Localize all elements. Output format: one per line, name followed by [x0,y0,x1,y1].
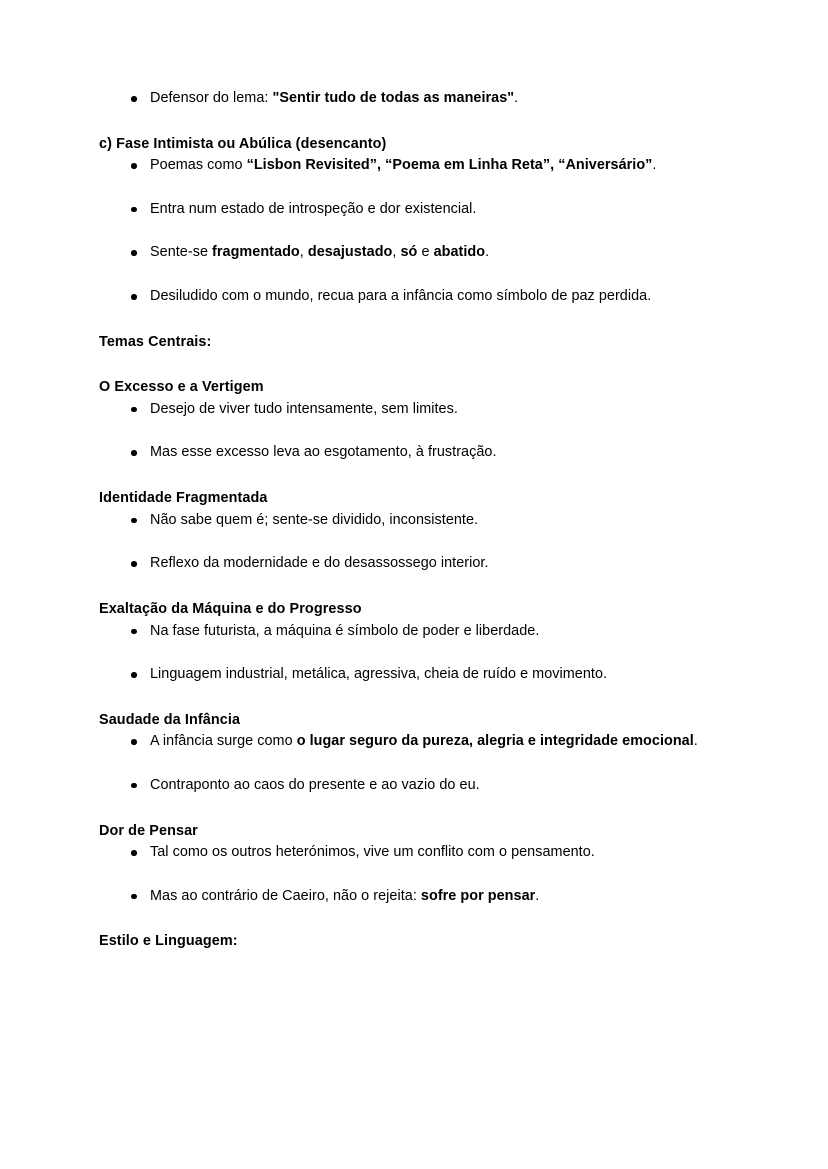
body-text: Poemas como [150,157,247,174]
body-text: e [417,244,434,261]
body-text: Não sabe quem é; sente-se dividido, inconsistente. [150,511,479,528]
body-text: . [652,157,657,174]
emphasis-text: sofre por pensar [420,887,536,904]
bullet-sente-se [99,242,735,264]
body-text: A infância surge como [150,733,297,750]
bullet-fase-futurista [99,621,735,643]
bullet-list [99,88,735,110]
heading-estilo-linguagem: Estilo e Linguagem: [99,933,238,950]
emphasis-text: só [400,244,418,261]
body-text: Desejo de viver tudo intensamente, sem limites. [150,400,458,417]
body-text: Contraponto ao caos do presente e ao vazio do eu. [150,776,480,793]
body-text: Sente-se [150,244,213,261]
body-text: Mas esse excesso leva ao esgotamento, à frustração. [150,444,497,461]
bullet-list [99,731,735,796]
bullet-defensor-lema [99,88,735,110]
body-text: Reflexo da modernidade e do desassossego interior. [150,555,489,572]
body-text: Na fase futurista, a máquina é símbolo de poder e liberdade. [150,622,540,639]
heading-saudade-infancia: Saudade da Infância [99,711,241,728]
bullet-desiludido [99,286,735,308]
body-text: Linguagem industrial, metálica, agressiva, cheia de ruído e movimento. [150,666,608,683]
bullet-list [99,399,735,464]
body-text: . [514,90,519,106]
body-text: , [299,244,308,261]
bullet-infancia-surge [99,731,735,753]
bullet-nao-sabe-quem-e [99,510,735,532]
bullet-linguagem-industrial [99,664,735,686]
body-text: . [535,887,540,904]
bullet-outros-heteronimos [99,842,735,864]
bullet-introspecao [99,199,735,221]
heading-excesso-vertigem: O Excesso e a Vertigem [99,379,264,396]
document-content [99,88,735,953]
heading-dor-de-pensar: Dor de Pensar [99,822,198,839]
heading-exaltacao-maquina: Exaltação da Máquina e do Progresso [99,600,362,617]
body-text: Mas ao contrário de Caeiro, não o rejeita: [150,887,421,904]
emphasis-text: abatido [433,244,486,261]
body-text: . [485,244,490,261]
bullet-contraponto-caos [99,775,735,797]
heading-fase-intimista: c) Fase Intimista ou Abúlica (desencanto) [99,135,387,152]
emphasis-text: fragmentado [212,244,300,261]
body-text: Entra num estado de introspeção e dor existencial. [150,200,477,217]
emphasis-text: o lugar seguro da pureza, alegria e integridade emocional [296,733,694,750]
bullet-list [99,621,735,686]
body-text: Desiludido com o mundo, recua para a infância como símbolo de paz perdida. [150,288,652,305]
bullet-list [99,842,735,907]
bullet-reflexo-modernidade [99,553,735,575]
bullet-poemas-como [99,155,735,177]
bullet-excesso-esgotamento [99,442,735,464]
body-text: Defensor do lema: [150,90,273,106]
bullet-list [99,510,735,575]
body-text: . [693,733,698,750]
body-text: , [392,244,401,261]
heading-temas-centrais: Temas Centrais: [99,333,212,350]
emphasis-text: desajustado [307,244,393,261]
emphasis-text: "Sentir tudo de todas as maneiras" [272,90,515,106]
bullet-list [99,155,735,307]
heading-identidade-fragmentada: Identidade Fragmentada [99,490,268,507]
bullet-desejo-viver [99,399,735,421]
bullet-contrario-caeiro [99,886,735,908]
body-text: Tal como os outros heterónimos, vive um conflito com o pensamento. [150,844,595,861]
emphasis-text: “Lisbon Revisited”, “Poema em Linha Reta”, “Aniversário” [246,157,653,174]
